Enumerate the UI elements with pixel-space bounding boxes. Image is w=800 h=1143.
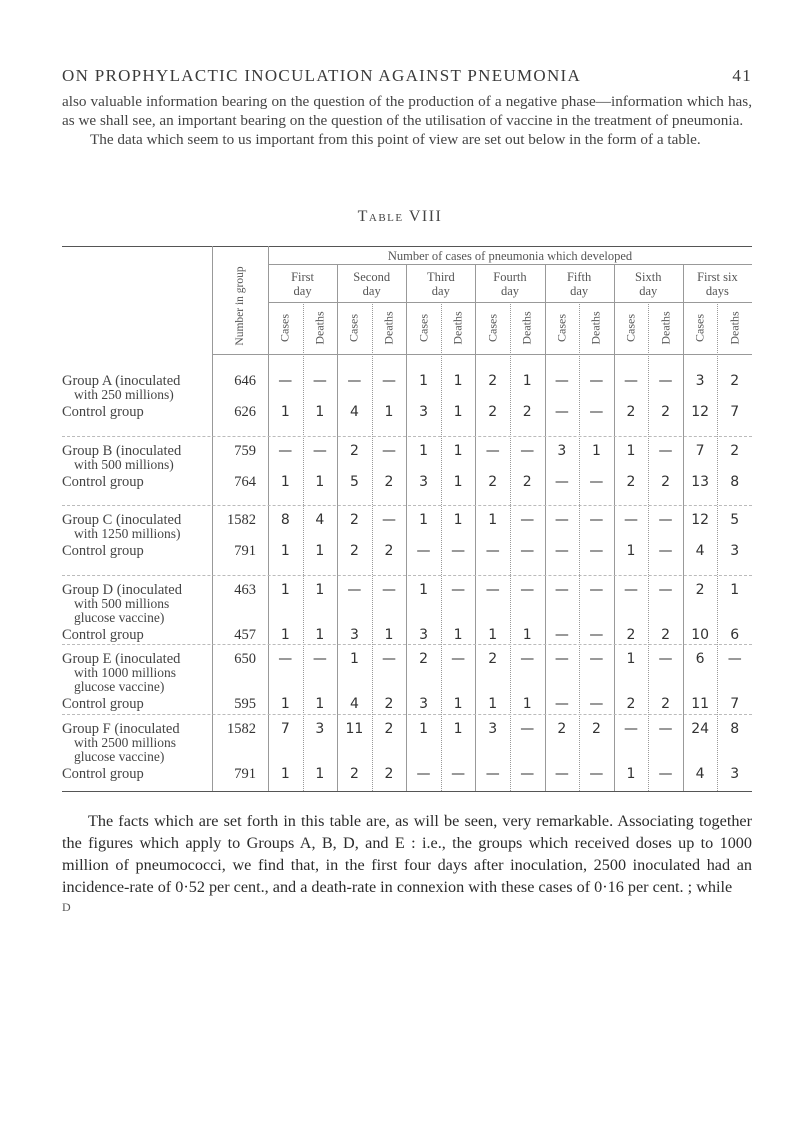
table-cell: 8 (280, 512, 290, 528)
table-cell: 4 (315, 512, 325, 528)
table-cell: 2 (349, 765, 359, 782)
table-cell: 1 (453, 696, 463, 712)
table-cell: — (589, 581, 604, 598)
group-label-line: Group A (inoculated (62, 373, 181, 389)
table-cell: 2 (695, 581, 705, 598)
day-header (683, 270, 752, 298)
control-group-label: Control group (62, 626, 144, 643)
table-cell: 5 (349, 473, 359, 490)
table-cell: 1 (626, 651, 636, 667)
table-cell: 13 (691, 473, 710, 490)
deaths-subheader-text: Deaths (519, 311, 534, 345)
day-header-line: Sixth (635, 270, 662, 284)
table-cell: 1 (315, 581, 325, 598)
cases-subheader (276, 302, 294, 354)
group-number: 650 (234, 651, 256, 667)
table-cell: 1 (280, 765, 290, 782)
table-cell: 2 (626, 404, 636, 420)
table-cell: 7 (730, 404, 740, 420)
table-cell: — (554, 696, 569, 712)
deaths-subheader-text: Deaths (588, 311, 603, 345)
table-cell: 4 (349, 696, 359, 712)
table-cell: 1 (384, 404, 394, 420)
group-label-line: with 2500 millions (74, 734, 177, 750)
signature-mark: D (62, 900, 71, 914)
table-cell: 2 (661, 473, 670, 490)
table-cell: 1 (315, 696, 325, 712)
deaths-subheader (657, 302, 675, 354)
table-cell: — (451, 651, 466, 667)
table-cell: — (554, 473, 569, 490)
table-cell: — (312, 442, 327, 459)
table-cell: — (658, 581, 673, 598)
group-label-line: Group C (inoculated (62, 512, 182, 528)
running-head-title: ON PROPHYLACTIC INOCULATION AGAINST PNEUMONIA (62, 66, 582, 85)
table-cell: — (381, 512, 396, 528)
table-cell: — (658, 512, 673, 528)
deaths-subheader-text: Deaths (658, 311, 673, 345)
table-cell: 2 (522, 404, 532, 420)
number-in-group-header (214, 264, 266, 348)
deaths-subheader-text: Deaths (727, 311, 742, 345)
table-cell: 3 (419, 626, 428, 643)
group-label-line: glucose vaccine) (74, 748, 165, 764)
group-number: 1582 (227, 512, 256, 528)
intro-text (62, 92, 752, 149)
table-cell: 2 (488, 651, 498, 667)
day-header-line: day (431, 284, 450, 298)
group-label (62, 652, 212, 694)
day-header-line: day (362, 284, 381, 298)
table-cell: — (589, 626, 604, 643)
table-cell: 10 (691, 626, 710, 643)
table-cell: 2 (384, 696, 394, 712)
group-label-line: with 500 millions (74, 595, 170, 611)
cases-subheader-text: Cases (623, 314, 638, 342)
day-header-line: day (639, 284, 658, 298)
table-cell: 3 (488, 720, 498, 737)
table-cell: — (520, 651, 535, 667)
day-header (614, 270, 683, 298)
table-cell: 8 (730, 473, 740, 490)
group-number: 646 (234, 373, 256, 389)
table-cell: — (347, 581, 362, 598)
deaths-subheader (311, 302, 329, 354)
body-paragraph: The facts which are set forth in this table are, as will be seen, very remarkable. Associating together the figures which apply to Groups A, B, D, and E : i.e., the groups which received doses up to 1000 million of pneumococci, we find that, in the first four days after inoculation, 2500 inoculated had an incidence-rate of 0·52 per cent., and a death-rate in connexion with these cases of 0·16 per cent. ; while (62, 812, 752, 896)
table-cell: — (381, 651, 396, 667)
table-cell: — (278, 373, 293, 389)
table-cell: — (554, 512, 569, 528)
table-cell: 1 (453, 512, 463, 528)
cases-subheader (345, 302, 363, 354)
table-cell: 2 (384, 543, 394, 559)
group-label-line: Group D (inoculated (62, 581, 182, 598)
control-group-label: Control group (62, 765, 144, 782)
group-label-line: Group E (inoculated (62, 651, 181, 667)
table-cell: — (416, 765, 431, 782)
table-cell: — (554, 765, 569, 782)
table-cell: 2 (384, 473, 394, 490)
table-cell: — (381, 442, 396, 459)
table-cell: 2 (384, 720, 394, 737)
table-cell: 2 (522, 473, 532, 490)
day-header-line: Third (426, 270, 455, 284)
control-number: 457 (234, 626, 256, 643)
table-cell: 2 (661, 626, 670, 643)
table-cell: 1 (419, 720, 428, 737)
table-cell: 2 (488, 373, 498, 389)
control-number: 595 (234, 696, 256, 712)
control-number: 764 (234, 473, 256, 490)
group-label-line: with 500 millions) (74, 456, 174, 472)
deaths-subheader (380, 302, 398, 354)
table-cell: 1 (419, 512, 428, 528)
intro-paragraph-1: also valuable information bearing on the question of the production of a negative phase—information which has, as we shall see, an important bearing on the question of the utilisation of vaccine in the treatment of pneumonia. (62, 93, 752, 129)
day-header-line: Second (353, 270, 391, 284)
table-cell: 6 (730, 626, 740, 643)
table-cell: 4 (695, 543, 705, 559)
table-cell: — (485, 765, 500, 782)
table-cell: 2 (626, 473, 636, 490)
cases-subheader-text: Cases (416, 314, 431, 342)
table-cell: — (451, 581, 466, 598)
table-cell: — (623, 373, 638, 389)
table-cell: 3 (349, 626, 359, 643)
table-cell: 1 (419, 373, 428, 389)
day-header-line: First (291, 270, 315, 284)
table-cell: 2 (730, 442, 740, 459)
group-label-line: with 250 millions) (74, 387, 174, 402)
table-cell: — (589, 765, 604, 782)
table-cell: — (554, 651, 569, 667)
cases-subheader-text: Cases (346, 314, 361, 342)
table-cell: 4 (695, 765, 705, 782)
table-cell: — (520, 720, 535, 737)
table-cell: — (278, 651, 293, 667)
table-cell: 4 (349, 404, 359, 420)
table-bottom-rule (62, 791, 752, 792)
table-cell: 2 (626, 626, 636, 643)
table-cell: 1 (280, 581, 290, 598)
table-cell: 1 (453, 373, 463, 389)
day-header-line: day (500, 284, 519, 298)
table-cell: 3 (419, 473, 428, 490)
table-cell: 1 (315, 765, 325, 782)
table-cell: 11 (691, 696, 710, 712)
table-cell: — (658, 651, 673, 667)
control-group-label: Control group (62, 696, 144, 712)
table-cell: 2 (419, 651, 428, 667)
group-label (62, 374, 212, 402)
day-header (337, 270, 406, 298)
table-cell: 7 (730, 696, 740, 712)
group-label (62, 583, 212, 625)
table-cell: 1 (315, 473, 325, 490)
table-cell: 1 (384, 626, 394, 643)
table-cell: — (451, 543, 466, 559)
table-cell: 2 (591, 720, 601, 737)
control-number: 626 (234, 404, 256, 420)
table-cell: — (623, 512, 638, 528)
table-cell: — (658, 720, 673, 737)
page-number: 41 (732, 66, 752, 85)
cases-subheader (484, 302, 502, 354)
table-cell: 1 (522, 626, 532, 643)
table-cell: 2 (661, 404, 670, 420)
group-label (62, 722, 212, 764)
table-cell: 1 (453, 473, 463, 490)
table-cell: — (554, 404, 569, 420)
table-cell: — (589, 373, 604, 389)
table-cell: — (485, 581, 500, 598)
table-cell: 2 (488, 404, 498, 420)
table-cell: 3 (315, 720, 325, 737)
intro-paragraph-2: The data which seem to us important from this point of view are set out below in the form of a table. (90, 131, 701, 148)
table-cell: — (451, 765, 466, 782)
table-cell: — (416, 543, 431, 559)
table-cell: 12 (691, 512, 710, 528)
table-cell: 1 (522, 373, 532, 389)
day-header (475, 270, 544, 298)
table-cell: 2 (349, 512, 359, 528)
table-cell: 6 (695, 651, 705, 667)
day-header-line: day (570, 284, 589, 298)
table-cell: 1 (453, 442, 463, 459)
group-separator (62, 575, 752, 576)
table-cell: 1 (280, 543, 290, 559)
table-cell: — (520, 442, 535, 459)
deaths-subheader-text: Deaths (312, 311, 327, 345)
table-cell: 2 (384, 765, 394, 782)
table-top-rule (62, 246, 752, 247)
cases-subheader (691, 302, 709, 354)
table-cell: 1 (453, 720, 463, 737)
cases-subheader (415, 302, 433, 354)
table-cell: 2 (349, 442, 359, 459)
control-group-label: Control group (62, 473, 144, 490)
group-label-line: Group B (inoculated (62, 442, 182, 459)
table-cell: — (658, 765, 673, 782)
table-cell: 1 (349, 651, 359, 667)
table-cell: 1 (626, 765, 636, 782)
table-cell: 5 (730, 512, 740, 528)
control-number: 791 (234, 765, 256, 782)
table-cell: — (658, 543, 673, 559)
day-header-line: Fifth (566, 270, 592, 284)
table-cell: — (589, 651, 604, 667)
control-number: 791 (234, 543, 256, 559)
table-cell: 12 (691, 404, 710, 420)
table-cell: — (278, 442, 293, 459)
deaths-subheader (518, 302, 536, 354)
day-header (545, 270, 614, 298)
group-separator (62, 714, 752, 715)
header-rule (268, 264, 752, 265)
table-cell: 8 (730, 720, 740, 737)
group-separator (62, 644, 752, 645)
cases-subheader-text: Cases (485, 314, 500, 342)
table-cell: 7 (280, 720, 290, 737)
table-cell: 1 (315, 626, 325, 643)
group-number: 463 (234, 581, 256, 598)
table-cell: 1 (280, 404, 290, 420)
table-cell: — (554, 581, 569, 598)
number-in-group-header-text: Number in group (234, 266, 246, 346)
table-cell: 3 (419, 696, 428, 712)
group-label-line: glucose vaccine) (74, 609, 165, 625)
table-cell: 2 (626, 696, 636, 712)
group-label-line: Group F (inoculated (62, 720, 180, 737)
group-number: 759 (234, 442, 256, 459)
table-cell: 1 (453, 626, 463, 643)
table-cell: 7 (695, 442, 705, 459)
table-cell: — (381, 581, 396, 598)
group-separator (62, 505, 752, 506)
table-cell: — (589, 543, 604, 559)
table-cell: 1 (522, 696, 532, 712)
table-cell: 1 (280, 626, 290, 643)
table-cell: 1 (419, 581, 428, 598)
running-head (62, 66, 752, 86)
table-cell: 1 (730, 581, 740, 598)
table-cell: — (554, 543, 569, 559)
deaths-subheader-text: Deaths (450, 311, 465, 345)
table-super-header: Number of cases of pneumonia which developed (387, 249, 633, 263)
table-cell: — (727, 651, 742, 667)
table-cell: — (589, 404, 604, 420)
table-cell: 2 (557, 720, 567, 737)
table-cell: — (623, 581, 638, 598)
table-cell: — (485, 543, 500, 559)
day-header-line: Fourth (493, 270, 527, 284)
table-cell: — (520, 512, 535, 528)
day-header-line: day (293, 284, 312, 298)
table-cell: 2 (661, 696, 670, 712)
day-header (268, 270, 337, 298)
table-cell: 1 (626, 442, 636, 459)
table-cell: 1 (280, 473, 290, 490)
table-cell: — (589, 473, 604, 490)
deaths-subheader (449, 302, 467, 354)
table-cell: — (381, 373, 396, 389)
cases-subheader-text: Cases (554, 314, 569, 342)
group-label (62, 513, 212, 541)
table-cell: 1 (315, 404, 325, 420)
table-cell: — (589, 512, 604, 528)
table-cell: — (485, 442, 500, 459)
table-cell: 3 (730, 765, 740, 782)
header-rule (212, 354, 752, 355)
table-cell: 2 (349, 543, 359, 559)
table-cell: 1 (488, 626, 498, 643)
table-cell: 1 (315, 543, 325, 559)
cases-subheader-text: Cases (692, 314, 707, 342)
day-header-line: First six (697, 270, 738, 284)
day-header (406, 270, 475, 298)
control-group-label: Control group (62, 543, 144, 559)
table-cell: 1 (488, 512, 498, 528)
table-cell: — (554, 626, 569, 643)
control-group-label: Control group (62, 404, 144, 420)
table-cell: 1 (488, 696, 498, 712)
table-title: Table VIII (357, 208, 443, 225)
table-cell: — (520, 581, 535, 598)
table-cell: 1 (626, 543, 636, 559)
table-cell: 3 (557, 442, 567, 459)
deaths-subheader (587, 302, 605, 354)
table-cell: 1 (591, 442, 601, 459)
table-cell: — (658, 373, 673, 389)
table-cell: — (520, 765, 535, 782)
header-rule (268, 302, 752, 303)
table-cell: — (520, 543, 535, 559)
group-label-line: with 1000 millions (74, 665, 177, 680)
cases-subheader (553, 302, 571, 354)
table-cell: 2 (488, 473, 498, 490)
group-label-line: with 1250 millions) (74, 526, 181, 541)
table-cell: — (347, 373, 362, 389)
day-header-line: days (705, 284, 729, 298)
group-number: 1582 (227, 720, 256, 737)
table-cell: 24 (691, 720, 710, 737)
cases-subheader (622, 302, 640, 354)
table-cell: — (589, 696, 604, 712)
table-cell: 3 (419, 404, 428, 420)
table-cell: 1 (419, 442, 428, 459)
table-cell: — (554, 373, 569, 389)
table-cell: 3 (730, 543, 740, 559)
group-label-line: glucose vaccine) (74, 679, 165, 694)
table-cell: — (312, 373, 327, 389)
deaths-subheader (726, 302, 744, 354)
table-cell: 1 (453, 404, 463, 420)
table-cell: 2 (730, 373, 740, 389)
table-cell: — (312, 651, 327, 667)
table-cell: 11 (345, 720, 364, 737)
group-label (62, 444, 212, 472)
table-cell: 1 (280, 696, 290, 712)
cases-subheader-text: Cases (277, 314, 292, 342)
group-separator (62, 436, 752, 437)
table-cell: — (658, 442, 673, 459)
table-cell: 3 (695, 373, 705, 389)
deaths-subheader-text: Deaths (381, 311, 396, 345)
table-cell: — (623, 720, 638, 737)
